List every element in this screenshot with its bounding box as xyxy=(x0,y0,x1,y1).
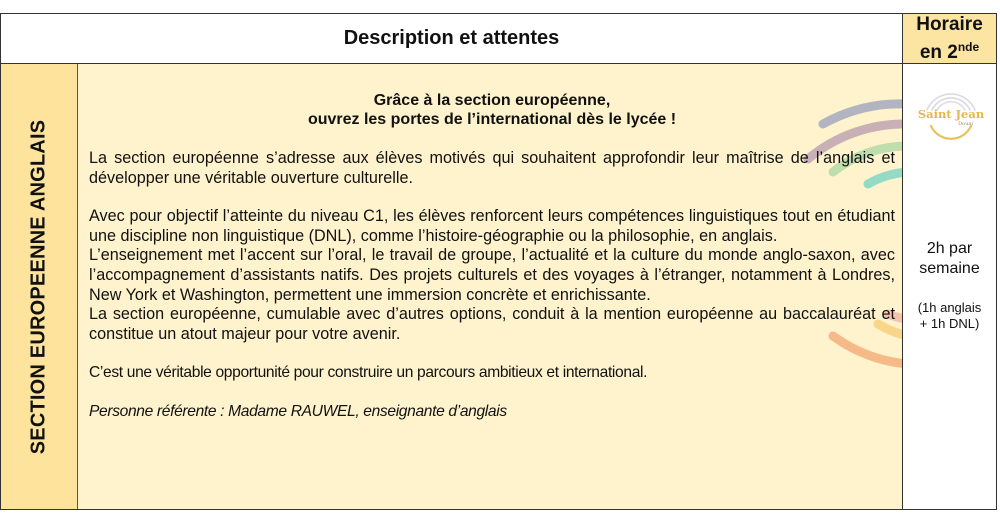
description-header-text: Description et attentes xyxy=(343,27,560,49)
paragraph-teaching: L’enseignement met l’accent sur l’oral, le travail de groupe, l’actualité et la culture du monde anglo-saxon, avec l’accompagnement d’assistants natifs. Des projets culturels et des voyages à l’étranger, notamment à Londres, New York et Washington, permettent une immersion concrète et enrichissante. xyxy=(89,246,895,304)
schedule-header xyxy=(903,14,996,64)
description-body xyxy=(89,91,895,422)
svg-text:Saint Jean: Saint Jean xyxy=(917,107,985,121)
paragraph-intro: La section européenne s’adresse aux élèves motivés qui souhaitent approfondir leur maîtrise de l’anglais et développer une véritable ouverture culturelle. xyxy=(89,149,895,187)
schedule-header-sup: nde xyxy=(957,39,980,54)
schedule-cell xyxy=(903,64,996,509)
schedule-header-line2 xyxy=(920,36,979,64)
paragraph-opportunity: C’est une véritable opportunité pour construire un parcours ambitieux et international. xyxy=(89,364,648,382)
section-label-cell xyxy=(1,64,78,509)
schedule-header-base: en 2 xyxy=(919,41,958,63)
school-logo-icon xyxy=(917,80,985,148)
hours-breakdown xyxy=(903,300,996,332)
svg-text:Douai: Douai xyxy=(958,121,973,127)
paragraph-mention: La section européenne, cumulable avec d’autres options, conduit à la mention européenne au baccalauréat et constitue un atout majeur pour votre avenir. xyxy=(89,305,895,343)
weekly-hours xyxy=(903,239,996,279)
hours-breakdown-line2: + 1h DNL) xyxy=(919,316,980,331)
schedule-header-line1: Horaire xyxy=(916,13,983,35)
weekly-hours-line2: semaine xyxy=(919,260,980,277)
section-label: SECTION EUROPEENNE ANGLAIS xyxy=(27,119,50,454)
referent-person: Personne référente : Madame RAUWEL, enseignante d’anglais xyxy=(89,402,507,420)
weekly-hours-line1: 2h par xyxy=(926,240,973,257)
description-title-line2: ouvrez les portes de l’international dès le lycée ! xyxy=(307,111,677,128)
description-title xyxy=(89,91,895,129)
description-header xyxy=(1,14,903,64)
description-cell xyxy=(78,64,903,509)
option-table xyxy=(0,13,997,510)
description-title-line1: Grâce à la section européenne, xyxy=(373,92,611,109)
hours-breakdown-line1: (1h anglais xyxy=(917,300,982,315)
paragraph-objective: Avec pour objectif l’atteinte du niveau C1, les élèves renforcent leurs compétences linguistiques tout en étudiant une discipline non linguistique (DNL), comme l’histoire-géographie ou la philosophie, en anglais. xyxy=(89,207,895,245)
